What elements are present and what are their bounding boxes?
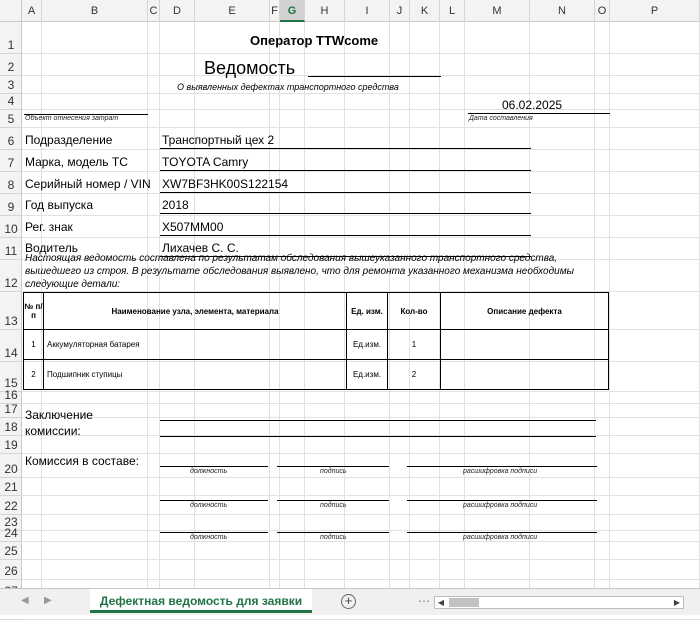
grid-hline — [22, 193, 700, 194]
horizontal-scrollbar[interactable] — [434, 596, 684, 609]
conclusion-line-2 — [160, 436, 596, 437]
signature-caption-decode: расшифровка подписи — [463, 534, 538, 541]
signature-caption-signature: подпись — [320, 468, 347, 475]
column-header-l[interactable]: L — [440, 0, 465, 22]
row-header-22[interactable]: 22 — [0, 496, 22, 515]
field-label: Водитель — [25, 241, 79, 255]
row-header-26[interactable]: 26 — [0, 560, 22, 580]
grid-hline — [22, 215, 700, 216]
sheet-tab-bar — [0, 588, 700, 615]
field-underline — [160, 148, 531, 149]
signature-caption-position: должность — [190, 502, 228, 509]
grid-hline — [22, 391, 700, 392]
grid-hline — [22, 171, 700, 172]
row-qty: 2 — [388, 360, 441, 390]
row-unit: Ед.изм. — [347, 360, 388, 390]
signature-caption-signature: подпись — [320, 534, 347, 541]
grid-hline — [22, 530, 700, 531]
field-underline — [160, 170, 531, 171]
signature-line — [277, 500, 389, 501]
row-header-19[interactable]: 19 — [0, 436, 22, 454]
row-name: Подшипник ступицы — [44, 360, 347, 390]
field-value[interactable]: XW7BF3HK00S122154 — [162, 177, 289, 191]
document-date: 06.02.2025 — [502, 98, 563, 112]
column-header-bar — [0, 0, 700, 22]
table-row[interactable] — [24, 330, 609, 360]
row-header-12[interactable]: 12 — [0, 260, 22, 292]
conclusion-line-1 — [160, 420, 596, 421]
row-desc — [441, 360, 609, 390]
col-unit-header: Ед. изм. — [347, 293, 388, 330]
scroll-left-icon[interactable]: ◀ — [437, 598, 445, 607]
signature-line — [407, 466, 597, 467]
scroll-right-icon[interactable]: ▶ — [673, 598, 681, 607]
signature-caption-position: должность — [190, 468, 228, 475]
field-underline — [160, 213, 531, 214]
add-sheet-button[interactable]: + — [341, 594, 356, 609]
row-name: Аккумуляторная батарея — [44, 330, 347, 360]
grid-hline — [22, 109, 700, 110]
row-num: 1 — [24, 330, 44, 360]
commission-label: Комиссия в составе: — [25, 454, 139, 468]
tab-defect-sheet[interactable]: Дефектная ведомость для заявки — [90, 589, 312, 613]
row-header-9[interactable]: 9 — [0, 194, 22, 216]
signature-line — [407, 500, 597, 501]
row-header-15[interactable]: 15 — [0, 362, 22, 392]
signature-caption-decode: расшифровка подписи — [463, 502, 538, 509]
date-label: Дата составления — [469, 115, 533, 122]
column-header-o[interactable]: O — [595, 0, 610, 22]
intro-text: Настоящая ведомость составлена по результатам обследования вышеуказанного транспортного средства, вышедшего из строя. В результате обследования выявлено, что для ремонта указанного механизма необходимы следующие детали: — [25, 253, 574, 290]
row-header-11[interactable]: 11 — [0, 238, 22, 260]
row-header-18[interactable]: 18 — [0, 418, 22, 436]
more-tabs-icon[interactable]: ⋯ — [418, 594, 431, 608]
column-header-j[interactable]: J — [390, 0, 410, 22]
row-num: 2 — [24, 360, 44, 390]
column-header-n[interactable]: N — [530, 0, 595, 22]
row-header-8[interactable]: 8 — [0, 172, 22, 194]
row-header-6[interactable]: 6 — [0, 128, 22, 150]
row-header-14[interactable]: 14 — [0, 330, 22, 362]
row-header-23[interactable]: 23 — [0, 515, 22, 531]
col-desc-header: Описание дефекта — [441, 293, 609, 330]
row-header-25[interactable]: 25 — [0, 542, 22, 560]
row-header-13[interactable]: 13 — [0, 292, 22, 330]
row-header-16[interactable]: 16 — [0, 392, 22, 404]
row-unit: Ед.изм. — [347, 330, 388, 360]
row-header-3[interactable]: 3 — [0, 76, 22, 94]
scroll-thumb[interactable] — [449, 598, 479, 607]
date-underline — [468, 113, 610, 114]
document-subtitle: О выявленных дефектах транспортного средства — [177, 82, 399, 92]
select-all-corner[interactable] — [0, 0, 22, 22]
grid-hline — [22, 127, 700, 128]
signature-line — [277, 466, 389, 467]
grid-hline — [22, 53, 700, 54]
row-header-5[interactable]: 5 — [0, 110, 22, 128]
field-label: Марка, модель ТС — [25, 155, 128, 169]
column-header-e[interactable]: E — [195, 0, 270, 22]
field-value[interactable]: Транспортный цех 2 — [162, 133, 275, 147]
grid-hline — [22, 514, 700, 515]
column-header-h[interactable]: H — [305, 0, 345, 22]
grid-hline — [22, 403, 700, 404]
column-header-m[interactable]: M — [465, 0, 530, 22]
col-num-header: № п/п — [24, 293, 44, 330]
column-header-a[interactable]: A — [22, 0, 42, 22]
operator-title: Оператор TTWcome — [250, 33, 379, 48]
signature-caption-position: должность — [190, 534, 228, 541]
grid-hline — [22, 559, 700, 560]
col-qty-header: Кол-во — [388, 293, 441, 330]
document-title: Ведомость — [204, 58, 296, 78]
signature-caption-signature: подпись — [320, 502, 347, 509]
signature-line — [407, 532, 597, 533]
row-qty: 1 — [388, 330, 441, 360]
grid-hline — [22, 149, 700, 150]
defects-table — [23, 292, 609, 390]
row-header-21[interactable]: 21 — [0, 478, 22, 496]
row-header-1[interactable]: 1 — [0, 22, 22, 54]
table-row[interactable] — [24, 360, 609, 390]
grid-hline — [22, 237, 700, 238]
signature-line — [160, 532, 268, 533]
row-header-17[interactable]: 17 — [0, 404, 22, 418]
signature-line — [160, 466, 268, 467]
column-header-i[interactable]: I — [345, 0, 390, 22]
table-header-row — [24, 293, 609, 330]
signature-line — [160, 500, 268, 501]
field-underline — [160, 192, 531, 193]
field-value[interactable]: Лихачев С. С. — [162, 241, 239, 255]
field-value[interactable]: 2018 — [162, 198, 189, 212]
field-underline — [160, 235, 531, 236]
signature-caption-decode: расшифровка подписи — [463, 468, 538, 475]
row-header-24[interactable]: 24 — [0, 531, 22, 542]
column-header-p[interactable]: P — [610, 0, 700, 22]
column-header-k[interactable]: K — [410, 0, 440, 22]
doc-number-underline — [308, 76, 441, 77]
row-header-2[interactable]: 2 — [0, 54, 22, 76]
row-header-10[interactable]: 10 — [0, 216, 22, 238]
grid-hline — [22, 477, 700, 478]
column-header-f[interactable]: F — [270, 0, 280, 22]
cost-object-label: Объект отнесения затрат — [25, 115, 119, 122]
column-header-b[interactable]: B — [42, 0, 148, 22]
tab-scroll-left-icon[interactable]: ◀ — [21, 595, 29, 606]
field-label: Подразделение — [25, 133, 113, 147]
column-header-d[interactable]: D — [160, 0, 195, 22]
row-header-4[interactable]: 4 — [0, 94, 22, 110]
grid-hline — [22, 579, 700, 580]
signature-line — [277, 532, 389, 533]
grid-hline — [22, 93, 700, 94]
field-label: Серийный номер / VIN — [25, 177, 151, 191]
col-name-header: Наименование узла, элемента, материала — [44, 293, 347, 330]
grid-hline — [22, 495, 700, 496]
conclusion-label: Заключение комиссии: — [25, 408, 93, 438]
field-label: Рег. знак — [25, 220, 73, 234]
column-header-g[interactable]: G — [280, 0, 305, 22]
row-desc — [441, 330, 609, 360]
grid-vline — [609, 22, 610, 588]
field-label: Год выпуска — [25, 198, 93, 212]
field-value[interactable]: X507MM00 — [162, 220, 224, 234]
row-header-bar — [0, 22, 22, 588]
grid-hline — [22, 541, 700, 542]
column-header-c[interactable]: C — [148, 0, 160, 22]
tab-scroll-right-icon[interactable]: ▶ — [44, 595, 52, 606]
row-header-7[interactable]: 7 — [0, 150, 22, 172]
field-value[interactable]: TOYOTA Camry — [162, 155, 249, 169]
row-header-20[interactable]: 20 — [0, 454, 22, 478]
